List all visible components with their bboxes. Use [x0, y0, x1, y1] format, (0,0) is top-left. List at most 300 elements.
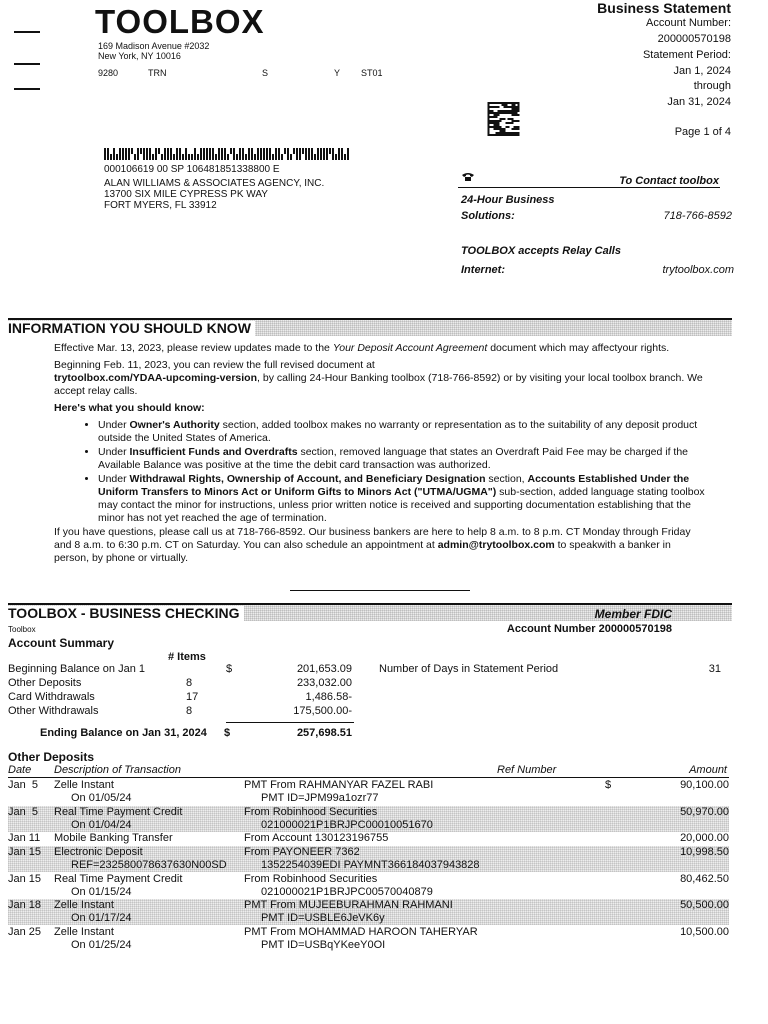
qr-module — [488, 126, 490, 128]
fold-mark — [14, 31, 40, 33]
qr-module — [490, 102, 492, 104]
qr-module — [508, 112, 510, 114]
col-date: Date — [8, 764, 32, 776]
qr-module — [506, 110, 508, 112]
fold-mark — [14, 88, 40, 90]
ending-balance-label: Ending Balance on Jan 31, 2024 — [40, 727, 207, 739]
qr-module — [516, 112, 518, 114]
deposit-dollar: $ — [605, 779, 612, 791]
qr-module — [500, 110, 502, 112]
summary-row-items: 8 — [186, 705, 193, 717]
qr-module — [512, 112, 514, 114]
col-description: Description of Transaction — [54, 764, 181, 776]
deposit-sub-detail: On 01/04/24 — [71, 819, 132, 831]
ending-balance-amount: 257,698.51 — [296, 727, 352, 739]
qr-module — [518, 102, 520, 104]
qr-module — [496, 132, 498, 134]
barcode-bar — [194, 148, 196, 160]
barcode-bar — [218, 148, 220, 160]
barcode-bar — [146, 148, 148, 160]
barcode-bar — [302, 148, 304, 154]
qr-module — [504, 112, 506, 114]
barcode-bar — [326, 148, 328, 160]
deposit-from: PMT From MOHAMMAD HAROON TAHERYAR — [244, 926, 478, 938]
qr-module — [496, 114, 498, 116]
qr-module — [516, 134, 518, 136]
qr-module — [516, 108, 518, 110]
deposit-amount: 90,100.00 — [680, 779, 729, 791]
qr-module — [502, 102, 504, 104]
deposit-from: From PAYONEER 7362 — [244, 846, 360, 858]
qr-module — [516, 132, 518, 134]
qr-module — [516, 120, 518, 122]
deposit-reference: 1352254039EDI PAYMNT366184037943828 — [261, 859, 480, 871]
deposit-description: Zelle Instant — [54, 779, 114, 791]
qr-module — [508, 134, 510, 136]
summary-row-label: Card Withdrawals — [8, 691, 95, 703]
deposit-amount: 80,462.50 — [680, 873, 729, 885]
qr-module — [508, 102, 510, 104]
qr-module — [514, 112, 516, 114]
days-value: 31 — [708, 663, 721, 675]
qr-module — [492, 116, 494, 118]
qr-module — [516, 114, 518, 116]
deposit-description: Mobile Banking Transfer — [54, 832, 173, 844]
qr-module — [500, 130, 502, 132]
qr-module — [510, 134, 512, 136]
qr-module — [496, 128, 498, 130]
barcode-bar — [299, 148, 301, 160]
solutions-phone: 718-766-8592 — [663, 210, 732, 222]
recipient-street: 13700 SIX MILE CYPRESS PK WAY — [104, 189, 268, 200]
info-bullet-3: • Under Withdrawal Rights, Ownership of Account, and Beneficiary Designation section, Accounts Established Under the Uniform Transfers to Minors Act or Uniform Gifts to Minors Act ("UTMA/UGMA") sub-section, added language stating toolbox may contact the minor for instructions, unless prior written notice is received and supporting documentation establishing that the minor has not yet reached the age of termination. — [98, 473, 706, 525]
qr-module — [516, 110, 518, 112]
qr-module — [494, 114, 496, 116]
qr-module — [492, 110, 494, 112]
barcode-bar — [317, 148, 319, 160]
barcode-bar — [248, 148, 250, 160]
qr-module — [506, 132, 508, 134]
qr-module — [508, 118, 510, 120]
qr-module — [510, 112, 512, 114]
qr-module — [514, 104, 516, 106]
qr-module — [506, 104, 508, 106]
account-number-label: Account Number: — [646, 17, 731, 29]
postal-barcode — [104, 148, 350, 160]
qr-module — [508, 122, 510, 124]
barcode-bar — [149, 148, 151, 160]
qr-module — [496, 124, 498, 126]
qr-module — [516, 106, 518, 108]
deposit-reference: 021000021P1BRJPC00010051670 — [261, 819, 433, 831]
deposit-row — [8, 806, 729, 832]
qr-module — [494, 116, 496, 118]
barcode-bar — [257, 148, 259, 160]
barcode-bar — [245, 154, 247, 160]
qr-module — [494, 106, 496, 108]
relay-text: TOOLBOX accepts Relay Calls — [461, 245, 621, 257]
statement-title: Business Statement — [597, 0, 731, 16]
deposit-reference: PMT ID=USBLE6JeVK6y — [261, 912, 385, 924]
barcode-bar — [269, 148, 271, 160]
barcode-bar — [338, 148, 340, 160]
deposit-row — [8, 926, 729, 952]
barcode-bar — [260, 148, 262, 160]
checking-section-bar — [8, 603, 732, 621]
days-label: Number of Days in Statement Period — [379, 663, 559, 675]
qr-module — [514, 132, 516, 134]
deposit-description: Real Time Payment Credit — [54, 873, 183, 885]
info-paragraph-1: Effective Mar. 13, 2023, please review updates made to the Your Deposit Account Agreement document which may affectyour rights. — [54, 342, 670, 354]
qr-module — [488, 124, 490, 126]
deposits-header-rule — [8, 777, 729, 778]
qr-module — [512, 120, 514, 122]
deposit-from: PMT From MUJEEBURAHMAN RAHMANI — [244, 899, 453, 911]
qr-module — [500, 132, 502, 134]
deposit-amount: 50,970.00 — [680, 806, 729, 818]
recipient-city: FORT MYERS, FL 33912 — [104, 200, 217, 211]
period-through: through — [693, 80, 731, 92]
deposit-sub-detail: On 01/05/24 — [71, 792, 132, 804]
barcode-bar — [152, 154, 154, 160]
qr-module — [490, 134, 492, 136]
barcode-bar — [119, 148, 121, 160]
qr-module — [512, 134, 514, 136]
other-deposits-title: Other Deposits — [8, 750, 95, 764]
barcode-bar — [185, 148, 187, 160]
qr-module — [496, 102, 498, 104]
qr-module — [516, 102, 518, 104]
qr-module — [500, 118, 502, 120]
info-bullet-2: • Under Insufficient Funds and Overdrafts section, removed language that states an Overdraft Paid Fee may be charged if the Available Balance was positive at the time the debit card transaction was authorized. — [98, 446, 706, 472]
qr-module — [512, 114, 514, 116]
qr-module — [504, 132, 506, 134]
statement-period-label: Statement Period: — [642, 49, 731, 61]
info-bullet-1: • Under Owner's Authority section, added toolbox makes no warranty or representation as to the suitability of any deposit product outside the United States of America. — [98, 419, 706, 445]
qr-module — [490, 126, 492, 128]
qr-module — [508, 110, 510, 112]
checking-title: TOOLBOX - BUSINESS CHECKING — [8, 606, 244, 621]
qr-module — [492, 122, 494, 124]
qr-module — [508, 132, 510, 134]
qr-module — [516, 128, 518, 130]
qr-module — [510, 122, 512, 124]
qr-module — [510, 132, 512, 134]
qr-module — [498, 128, 500, 130]
qr-module — [496, 134, 498, 136]
deposit-date: Jan 15 — [8, 846, 42, 858]
qr-module — [496, 120, 498, 122]
qr-module — [500, 102, 502, 104]
deposit-row — [8, 832, 729, 845]
qr-module — [518, 132, 520, 134]
qr-module — [498, 112, 500, 114]
deposit-sub-detail: REF=232580078637630N00SD — [71, 859, 227, 871]
info-paragraph-3: If you have questions, please call us at 718-766-8592. Our business bankers are here to help 8 a.m. to 8 p.m. CT Monday through Friday and 8 a.m. to 6:30 p.m. CT on Saturday. You can also schedule an appointment at admin@trytoolbox.com to speakwith a banker in person, by phone or virtually. — [54, 526, 691, 564]
info-paragraph-2: Beginning Feb. 11, 2023, you can review the full revised document at trytoolbox.com/YDAA-upcoming-version, by calling 24-Hour Banking toolbox (718-766-8592) or by visiting your local toolbox branch. We accept relay calls. — [54, 359, 703, 397]
qr-module — [506, 112, 508, 114]
barcode-bar — [212, 148, 214, 160]
code-2: TRN — [148, 68, 167, 78]
barcode-bar — [134, 154, 136, 160]
barcode-bar — [128, 148, 130, 160]
qr-module — [500, 120, 502, 122]
barcode-bar — [203, 148, 205, 160]
qr-module — [504, 106, 506, 108]
qr-module — [498, 124, 500, 126]
barcode-bar — [281, 154, 283, 160]
summary-row-label: Other Deposits — [8, 677, 82, 689]
qr-module — [512, 106, 514, 108]
qr-module — [488, 108, 490, 110]
qr-module — [504, 130, 506, 132]
qr-module — [488, 134, 490, 136]
barcode-bar — [227, 154, 229, 160]
qr-module — [498, 114, 500, 116]
qr-module — [492, 134, 494, 136]
barcode-bar — [122, 148, 124, 160]
barcode-bar — [224, 148, 226, 160]
qr-module — [510, 118, 512, 120]
barcode-bar — [113, 148, 115, 160]
summary-row-label: Other Withdrawals — [8, 705, 99, 717]
barcode-bar — [209, 148, 211, 160]
deposit-description: Zelle Instant — [54, 899, 114, 911]
col-amount: Amount — [689, 764, 727, 776]
upcoming-version-link[interactable]: trytoolbox.com/YDAA-upcoming-version — [54, 372, 258, 384]
qr-module — [518, 104, 520, 106]
deposit-sub-detail: On 01/17/24 — [71, 912, 132, 924]
qr-module — [490, 122, 492, 124]
code-1: 9280 — [98, 68, 119, 78]
checking-account-number: Account Number 200000570198 — [506, 623, 672, 635]
barcode-bar — [284, 148, 286, 154]
member-fdic: Member FDIC — [594, 607, 672, 621]
qr-module — [496, 106, 498, 108]
recipient-name: ALAN WILLIAMS & ASSOCIATES AGENCY, INC. — [104, 178, 325, 189]
deposit-from: PMT From RAHMANYAR FAZEL RABI — [244, 779, 434, 791]
deposit-sub-detail: On 01/15/24 — [71, 886, 132, 898]
qr-module — [506, 126, 508, 128]
summary-row-items: 8 — [186, 677, 193, 689]
deposit-from: From Account 130123196755 — [244, 832, 389, 844]
internet-value: trytoolbox.com — [662, 264, 734, 276]
heres-what-heading: Here's what you should know: — [54, 402, 205, 414]
summary-row-dollar: $ — [226, 663, 233, 675]
internet-label: Internet: — [461, 264, 505, 276]
summary-row-amount: 1,486.58- — [305, 691, 352, 703]
qr-module — [514, 128, 516, 130]
deposit-date: Jan 18 — [8, 899, 42, 911]
account-summary-title: Account Summary — [8, 636, 115, 650]
qr-module — [514, 110, 516, 112]
qr-module — [498, 126, 500, 128]
qr-module — [518, 106, 520, 108]
col-ref-number: Ref Number — [497, 764, 557, 776]
barcode-bar — [104, 148, 106, 160]
qr-module — [512, 118, 514, 120]
qr-module — [504, 110, 506, 112]
recipient-barcode-line: 000106619 00 SP 106481851338800 E — [104, 164, 280, 175]
deposit-description: Zelle Instant — [54, 926, 114, 938]
deposit-date: Jan 11 — [8, 832, 41, 844]
qr-module — [502, 104, 504, 106]
qr-module — [488, 104, 490, 106]
barcode-bar — [239, 148, 241, 160]
qr-module — [496, 116, 498, 118]
qr-module — [518, 120, 520, 122]
qr-module — [512, 108, 514, 110]
deposit-amount: 50,500.00 — [680, 899, 729, 911]
qr-module — [518, 110, 520, 112]
barcode-bar — [221, 148, 223, 160]
qr-module — [518, 128, 520, 130]
qr-module — [514, 114, 516, 116]
barcode-bar — [251, 148, 253, 160]
barcode-bar — [314, 154, 316, 160]
qr-module — [496, 122, 498, 124]
code-3: S — [262, 68, 269, 78]
deposit-amount: 10,500.00 — [680, 926, 729, 938]
qr-module — [502, 134, 504, 136]
barcode-bar — [143, 148, 145, 160]
qr-module — [488, 120, 490, 122]
summary-row-label: Beginning Balance on Jan 1 — [8, 663, 145, 675]
qr-module — [516, 126, 518, 128]
barcode-bar — [206, 148, 208, 160]
barcode-bar — [287, 148, 289, 160]
qr-module — [492, 112, 494, 114]
qr-module — [488, 116, 490, 118]
barcode-bar — [167, 148, 169, 160]
summary-total-rule — [226, 722, 354, 723]
admin-email-link[interactable]: admin@trytoolbox.com — [437, 539, 555, 551]
barcode-bar — [215, 154, 217, 160]
qr-module — [504, 104, 506, 106]
qr-module — [498, 102, 500, 104]
qr-module — [518, 126, 520, 128]
qr-module — [494, 134, 496, 136]
deposit-reference: PMT ID=USBqYKeeY0OI — [261, 939, 386, 951]
qr-module — [502, 118, 504, 120]
qr-module — [502, 112, 504, 114]
qr-module — [490, 116, 492, 118]
qr-module — [494, 122, 496, 124]
info-title: INFORMATION YOU SHOULD KNOW — [8, 321, 255, 336]
barcode-bar — [278, 148, 280, 160]
qr-module — [496, 112, 498, 114]
bank-logo: TOOLBOX — [95, 3, 265, 40]
barcode-bar — [110, 154, 112, 160]
qr-module — [512, 132, 514, 134]
qr-module — [506, 102, 508, 104]
barcode-bar — [347, 148, 349, 160]
barcode-bar — [308, 148, 310, 160]
solutions-label-2: Solutions: — [461, 210, 515, 222]
qr-module — [510, 102, 512, 104]
qr-module — [490, 112, 492, 114]
qr-module — [512, 110, 514, 112]
qr-module — [490, 106, 492, 108]
barcode-bar — [332, 148, 334, 160]
qr-module — [492, 120, 494, 122]
barcode-bar — [176, 148, 178, 160]
barcode-bar — [275, 148, 277, 160]
barcode-bar — [305, 148, 307, 160]
barcode-bar — [266, 148, 268, 160]
barcode-bar — [254, 154, 256, 160]
qr-module — [498, 132, 500, 134]
qr-module — [510, 110, 512, 112]
qr-module — [496, 126, 498, 128]
page-number: Page 1 of 4 — [674, 126, 731, 138]
qr-module — [492, 106, 494, 108]
barcode-bar — [320, 148, 322, 160]
qr-module — [506, 106, 508, 108]
barcode-bar — [200, 148, 202, 160]
qr-module — [502, 132, 504, 134]
qr-module — [494, 102, 496, 104]
qr-module — [504, 134, 506, 136]
qr-module — [494, 120, 496, 122]
qr-module — [494, 124, 496, 126]
deposit-date: Jan 5 — [8, 806, 38, 818]
info-body — [54, 342, 706, 569]
info-end-rule — [290, 590, 470, 591]
barcode-bar — [335, 154, 337, 160]
barcode-bar — [131, 148, 133, 154]
qr-module — [514, 134, 516, 136]
qr-module — [494, 126, 496, 128]
barcode-bar — [323, 148, 325, 160]
qr-module — [498, 106, 500, 108]
barcode-bar — [161, 154, 163, 160]
qr-module — [518, 114, 520, 116]
qr-module — [500, 126, 502, 128]
barcode-bar — [233, 148, 235, 160]
qr-module — [506, 122, 508, 124]
deposit-reference: 021000021P1BRJPC00570040879 — [261, 886, 433, 898]
qr-module — [492, 102, 494, 104]
qr-module — [514, 108, 516, 110]
deposit-reference: PMT ID=JPM99a1ozr77 — [261, 792, 379, 804]
deposit-from: From Robinhood Securities — [244, 873, 378, 885]
qr-code — [487, 102, 520, 136]
barcode-bar — [311, 148, 313, 160]
qr-module — [500, 134, 502, 136]
barcode-bar — [170, 148, 172, 160]
barcode-bar — [158, 148, 160, 154]
period-start: Jan 1, 2024 — [673, 65, 731, 77]
qr-module — [512, 104, 514, 106]
qr-module — [498, 120, 500, 122]
barcode-bar — [197, 154, 199, 160]
qr-module — [502, 110, 504, 112]
qr-module — [488, 132, 490, 134]
barcode-bar — [155, 148, 157, 160]
deposit-row — [8, 899, 729, 925]
barcode-bar — [293, 148, 295, 154]
qr-module — [502, 130, 504, 132]
barcode-bar — [296, 148, 298, 160]
qr-module — [514, 126, 516, 128]
qr-module — [514, 106, 516, 108]
deposit-row — [8, 873, 729, 899]
qr-module — [498, 110, 500, 112]
summary-row-amount: 175,500.00- — [293, 705, 352, 717]
barcode-bar — [236, 154, 238, 160]
barcode-bar — [344, 154, 346, 160]
